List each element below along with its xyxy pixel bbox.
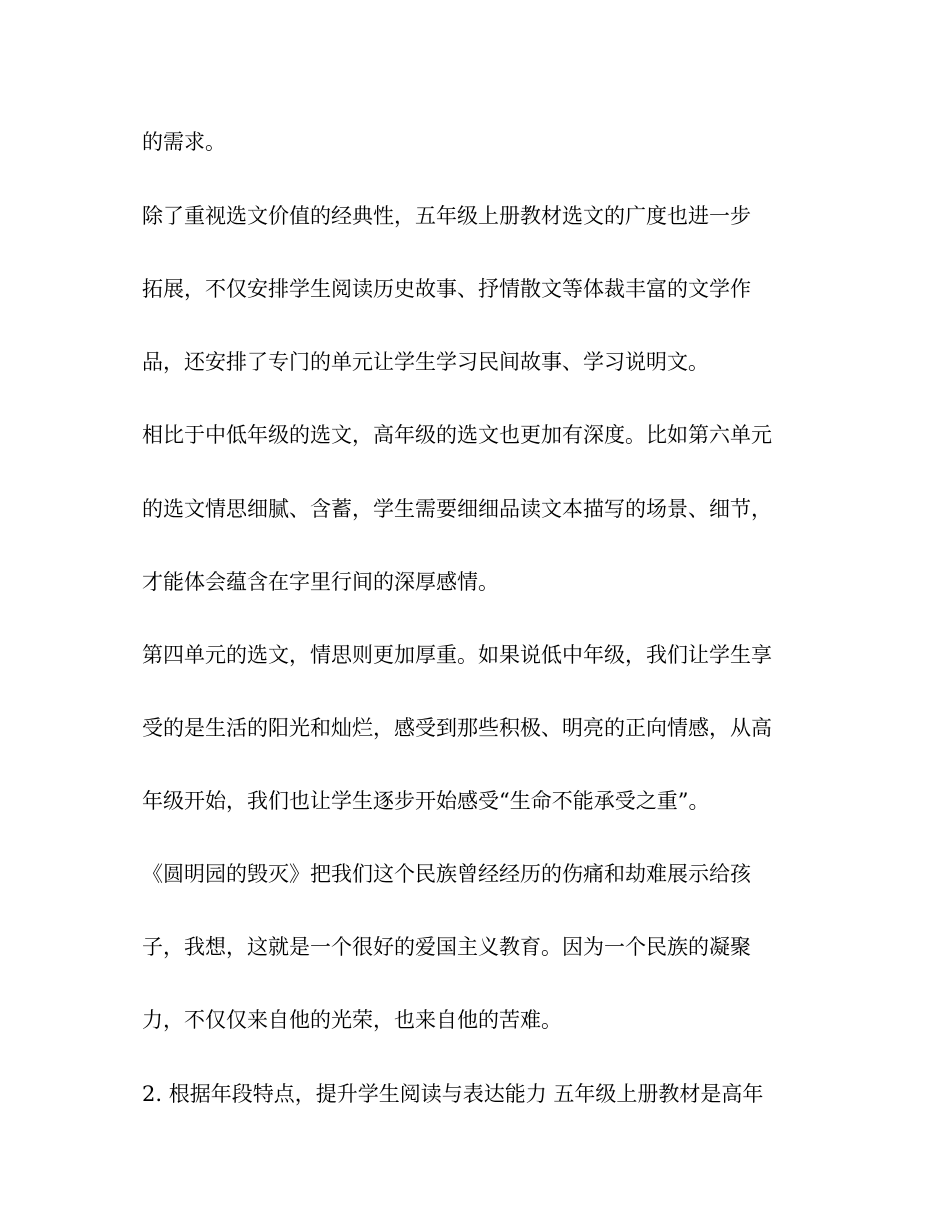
text-line: 年级开始，我们也让学生逐步开始感受“生命不能承受之重”。	[142, 789, 710, 813]
text-line: 才能体会蕴含在字里行间的深厚感情。	[142, 570, 499, 594]
text-line: 受的是生活的阳光和灿烂，感受到那些积极、明亮的正向情感，从高	[142, 716, 772, 740]
text-line: 品，还安排了专门的单元让学生学习民间故事、学习说明文。	[142, 350, 709, 374]
text-line: 的需求。	[142, 130, 226, 154]
text-line: 子，我想，这就是一个很好的爱国主义教育。因为一个民族的凝聚	[142, 935, 751, 959]
text-line: 相比于中低年级的选文，高年级的选文也更加有深度。比如第六单元	[142, 423, 772, 447]
text-line: 的选文情思细腻、含蓄，学生需要细细品读文本描写的场景、细节，	[142, 497, 772, 521]
text-line: 拓展，不仅安排学生阅读历史故事、抒情散文等体裁丰富的文学作	[142, 277, 751, 301]
text-line: 第四单元的选文，情思则更加厚重。如果说低中年级，我们让学生享	[142, 643, 772, 667]
text-line: 《圆明园的毁灭》把我们这个民族曾经经历的伤痛和劫难展示给孩	[142, 862, 751, 886]
text-line: 除了重视选文价值的经典性，五年级上册教材选文的广度也进一步	[142, 204, 751, 228]
text-line: 力，不仅仅来自他的光荣，也来自他的苦难。	[142, 1008, 562, 1032]
text-line: 2. 根据年段特点，提升学生阅读与表达能力 五年级上册教材是高年	[142, 1082, 764, 1106]
